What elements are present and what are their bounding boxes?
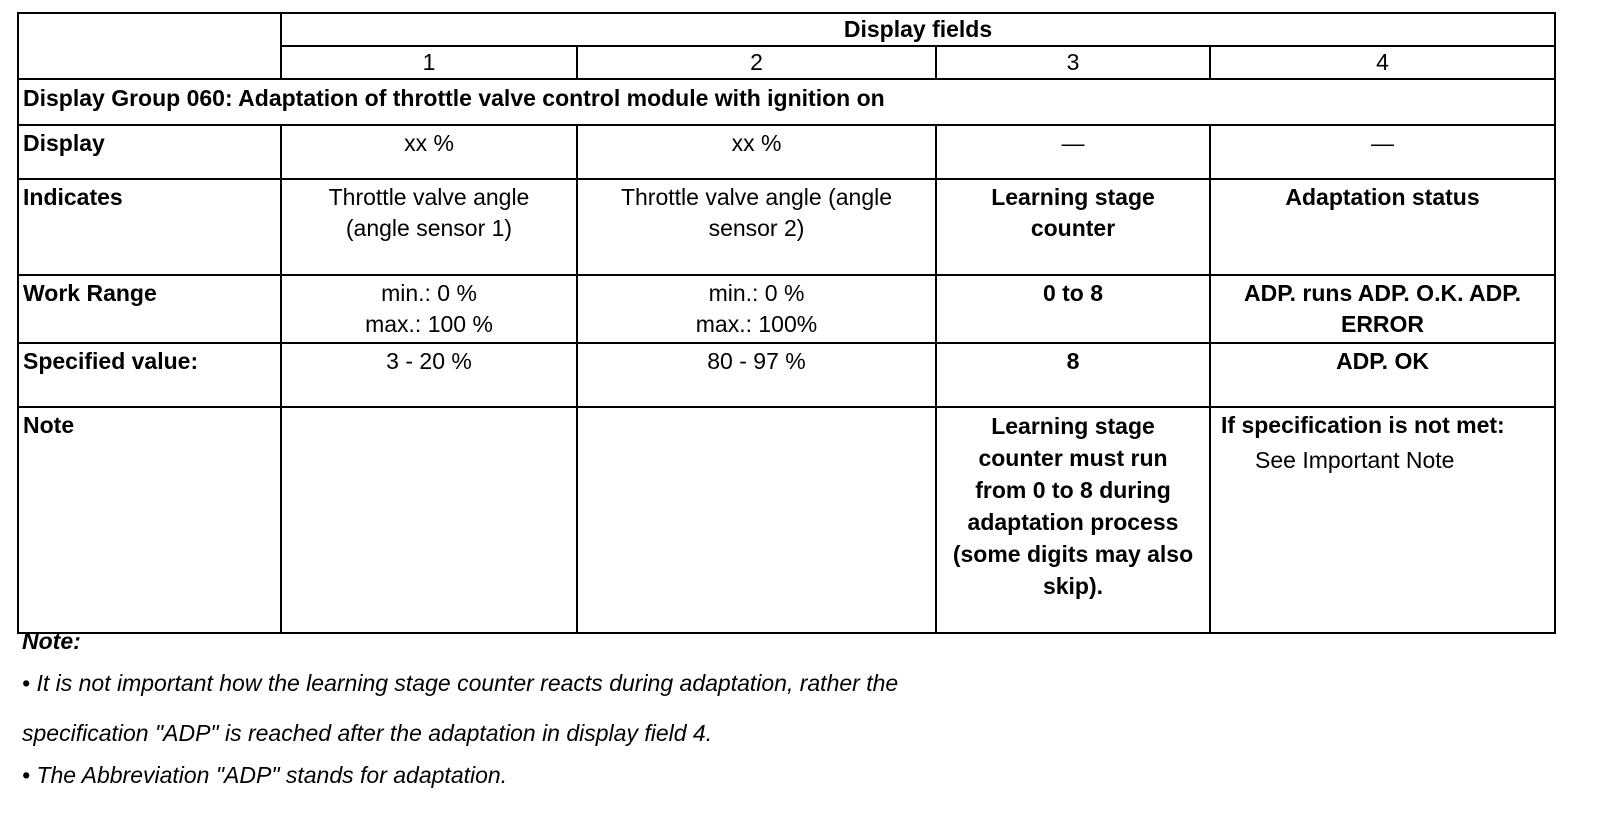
row-indicates bbox=[18, 179, 1555, 275]
work-range-1-min: min.: 0 % bbox=[381, 280, 477, 306]
footnote-title: Note: bbox=[22, 628, 81, 654]
row-label-indicates: Indicates bbox=[18, 179, 281, 275]
work-range-2-min: min.: 0 % bbox=[708, 280, 805, 306]
note-field-4 bbox=[1210, 407, 1555, 633]
row-work-range bbox=[18, 275, 1555, 343]
work-range-field-1 bbox=[281, 275, 577, 343]
row-label-note: Note bbox=[18, 407, 281, 633]
footnote-line-1: • It is not important how the learning stage counter reacts during adaptation, rather the bbox=[22, 670, 899, 696]
specified-field-2: 80 - 97 % bbox=[577, 343, 936, 407]
row-specified-value bbox=[18, 343, 1555, 407]
display-fields-header: Display fields bbox=[281, 13, 1555, 46]
header-empty-cell bbox=[18, 13, 281, 79]
work-range-field-3: 0 to 8 bbox=[936, 275, 1210, 343]
display-field-1: xx % bbox=[281, 125, 577, 179]
work-range-field-2 bbox=[577, 275, 936, 343]
indicates-field-3: Learning stage counter bbox=[936, 179, 1210, 275]
row-note bbox=[18, 407, 1555, 633]
footnote-line-2: specification "ADP" is reached after the adaptation in display field 4. bbox=[22, 720, 713, 746]
indicates-field-4: Adaptation status bbox=[1210, 179, 1555, 275]
row-label-specified-value: Specified value: bbox=[18, 343, 281, 407]
display-field-2: xx % bbox=[577, 125, 936, 179]
work-range-2-max: max.: 100% bbox=[695, 311, 818, 337]
row-display bbox=[18, 125, 1555, 179]
footnote-line-3: • The Abbreviation "ADP" stands for adaptation. bbox=[22, 762, 508, 788]
row-label-work-range: Work Range bbox=[18, 275, 281, 343]
display-field-4: — bbox=[1210, 125, 1555, 179]
indicates-field-1: Throttle valve angle (angle sensor 1) bbox=[281, 179, 577, 275]
group-title: Display Group 060: Adaptation of throttle valve control module with ignition on bbox=[18, 79, 1555, 125]
field-number-3: 3 bbox=[936, 46, 1210, 79]
display-group-table bbox=[17, 12, 1556, 634]
field-number-2: 2 bbox=[577, 46, 936, 79]
specified-field-3: 8 bbox=[936, 343, 1210, 407]
work-range-1-max: max.: 100 % bbox=[365, 311, 493, 337]
work-range-field-4: ADP. runs ADP. O.K. ADP. ERROR bbox=[1210, 275, 1555, 343]
specified-field-4: ADP. OK bbox=[1210, 343, 1555, 407]
field-number-4: 4 bbox=[1210, 46, 1555, 79]
note-field-2 bbox=[577, 407, 936, 633]
specified-field-1: 3 - 20 % bbox=[281, 343, 577, 407]
field-number-1: 1 bbox=[281, 46, 577, 79]
indicates-field-2: Throttle valve angle (angle sensor 2) bbox=[577, 179, 936, 275]
display-field-3: — bbox=[936, 125, 1210, 179]
note-field-3: Learning stage counter must run from 0 to 8 during adaptation process (some digits may also skip). bbox=[936, 407, 1210, 633]
note-field-4-sub: See Important Note bbox=[1255, 447, 1455, 473]
row-label-display: Display bbox=[18, 125, 281, 179]
note-field-1 bbox=[281, 407, 577, 633]
note-field-4-title: If specification is not met: bbox=[1221, 412, 1505, 438]
